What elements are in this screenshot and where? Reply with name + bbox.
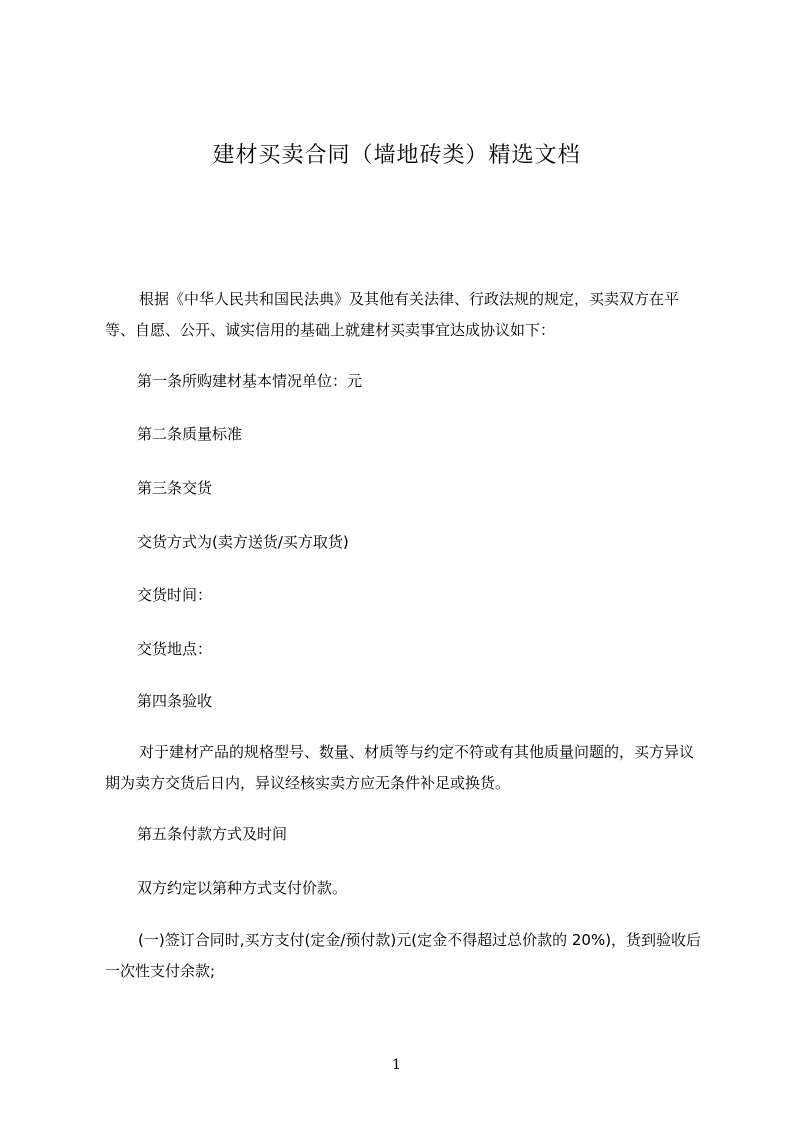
article-2-heading: 第二条质量标准 [137, 425, 243, 443]
article-1-heading: 第一条所购建材基本情况单位：元 [137, 372, 363, 390]
page-number: 1 [392, 1057, 401, 1073]
delivery-place-line: 交货地点： [137, 640, 213, 658]
article-5-heading: 第五条付款方式及时间 [137, 825, 288, 843]
document-title: 建材买卖合同（墙地砖类）精选文档 [212, 143, 581, 168]
payment-intro-line: 双方约定以第种方式支付价款。 [137, 879, 348, 897]
delivery-time-line: 交货时间： [137, 586, 213, 604]
article-3-heading: 第三条交货 [137, 479, 213, 497]
delivery-method-line: 交货方式为(卖方送货/买方取货) [137, 533, 349, 551]
payment-option-1-paragraph: (一)签订合同时,买方支付(定金/预付款)元(定金不得超过总价款的 20%)，货到验收后一次性支付余款; [105, 931, 702, 980]
inspection-paragraph: 对于建材产品的规格型号、数量、材质等与约定不符或有其他质量问题的，买方异议期为卖方交货后日内，异议经核实卖方应无条件补足或换货。 [105, 743, 695, 792]
intro-paragraph: 根据《中华人民共和国民法典》及其他有关法律、行政法规的规定，买卖双方在平等、自愿、公开、诚实信用的基础上就建材买卖事宜达成协议如下： [105, 290, 680, 339]
article-4-heading: 第四条验收 [137, 692, 213, 710]
